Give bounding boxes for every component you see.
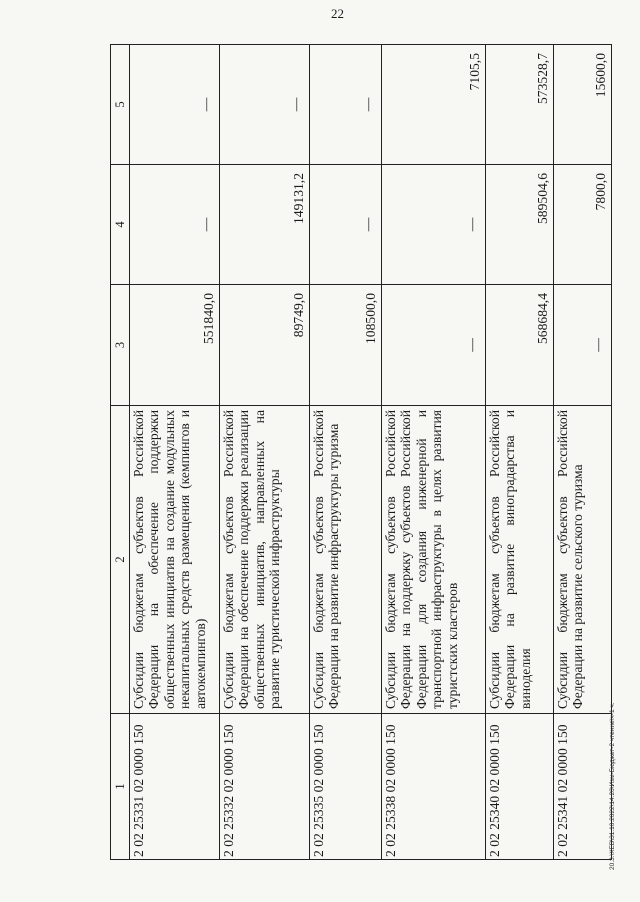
amount-col3: —: [554, 285, 612, 406]
document-footnote: 20.3.\XEB\31.10.2022\14.20\Изм-Бюджет-2 чтение\ч-1 ч.: [609, 702, 616, 870]
amount-col4: —: [310, 165, 382, 285]
column-header-5: 5: [111, 45, 130, 165]
classification-code: 2 02 25340 02 0000 150: [486, 714, 554, 860]
amount-col5: —: [310, 45, 382, 165]
table-row: [130, 45, 220, 860]
classification-code: 2 02 25341 02 0000 150: [554, 714, 612, 860]
budget-table: [110, 44, 612, 860]
page-number: 22: [331, 6, 344, 21]
table-row: [554, 45, 612, 860]
budget-table-container: [110, 45, 610, 860]
amount-col3: 108500,0: [310, 285, 382, 406]
amount-col4: 7800,0: [554, 165, 612, 285]
revenue-description: Субсидии бюджетам субъектов Российской Федерации на развитие сельского туризма: [554, 406, 612, 714]
amount-col5: 7105,5: [382, 45, 486, 165]
amount-col3: —: [382, 285, 486, 406]
classification-code: 2 02 25335 02 0000 150: [310, 714, 382, 860]
table-row: [310, 45, 382, 860]
amount-col3: 568684,4: [486, 285, 554, 406]
amount-col4: 589504,6: [486, 165, 554, 285]
column-header-4: 4: [111, 165, 130, 285]
revenue-description: Субсидии бюджетам субъектов Российской Федерации на поддержку субъектов Российской Федерации для создания инженерной и транспортной инфраструктуры в целях развития туристских кластеров: [382, 406, 486, 714]
table-header-row: [111, 45, 130, 860]
classification-code: 2 02 25332 02 0000 150: [220, 714, 310, 860]
amount-col5: 573528,7: [486, 45, 554, 165]
amount-col4: —: [382, 165, 486, 285]
revenue-description: Субсидии бюджетам субъектов Российской Федерации на обеспечение поддержки общественных инициатив на создание модульных некапитальных средств размещения (кемпингов и автокемпингов): [130, 406, 220, 714]
amount-col5: —: [220, 45, 310, 165]
revenue-description: Субсидии бюджетам субъектов Российской Федерации на развитие виноградарства и виноделия: [486, 406, 554, 714]
column-header-2: 2: [111, 406, 130, 714]
amount-col4: —: [130, 165, 220, 285]
table-row: [486, 45, 554, 860]
amount-col3: 89749,0: [220, 285, 310, 406]
column-header-1: 1: [111, 714, 130, 860]
revenue-description: Субсидии бюджетам субъектов Российской Федерации на развитие инфраструктуры туризма: [310, 406, 382, 714]
table-row: [220, 45, 310, 860]
classification-code: 2 02 25331 02 0000 150: [130, 714, 220, 860]
table-row: [382, 45, 486, 860]
amount-col3: 551840,0: [130, 285, 220, 406]
revenue-description: Субсидии бюджетам субъектов Российской Федерации на обеспечение поддержки реализации общественных инициатив, направленных на развитие туристической инфраструктуры: [220, 406, 310, 714]
amount-col5: 15600,0: [554, 45, 612, 165]
classification-code: 2 02 25338 02 0000 150: [382, 714, 486, 860]
amount-col4: 149131,2: [220, 165, 310, 285]
amount-col5: —: [130, 45, 220, 165]
column-header-3: 3: [111, 285, 130, 406]
